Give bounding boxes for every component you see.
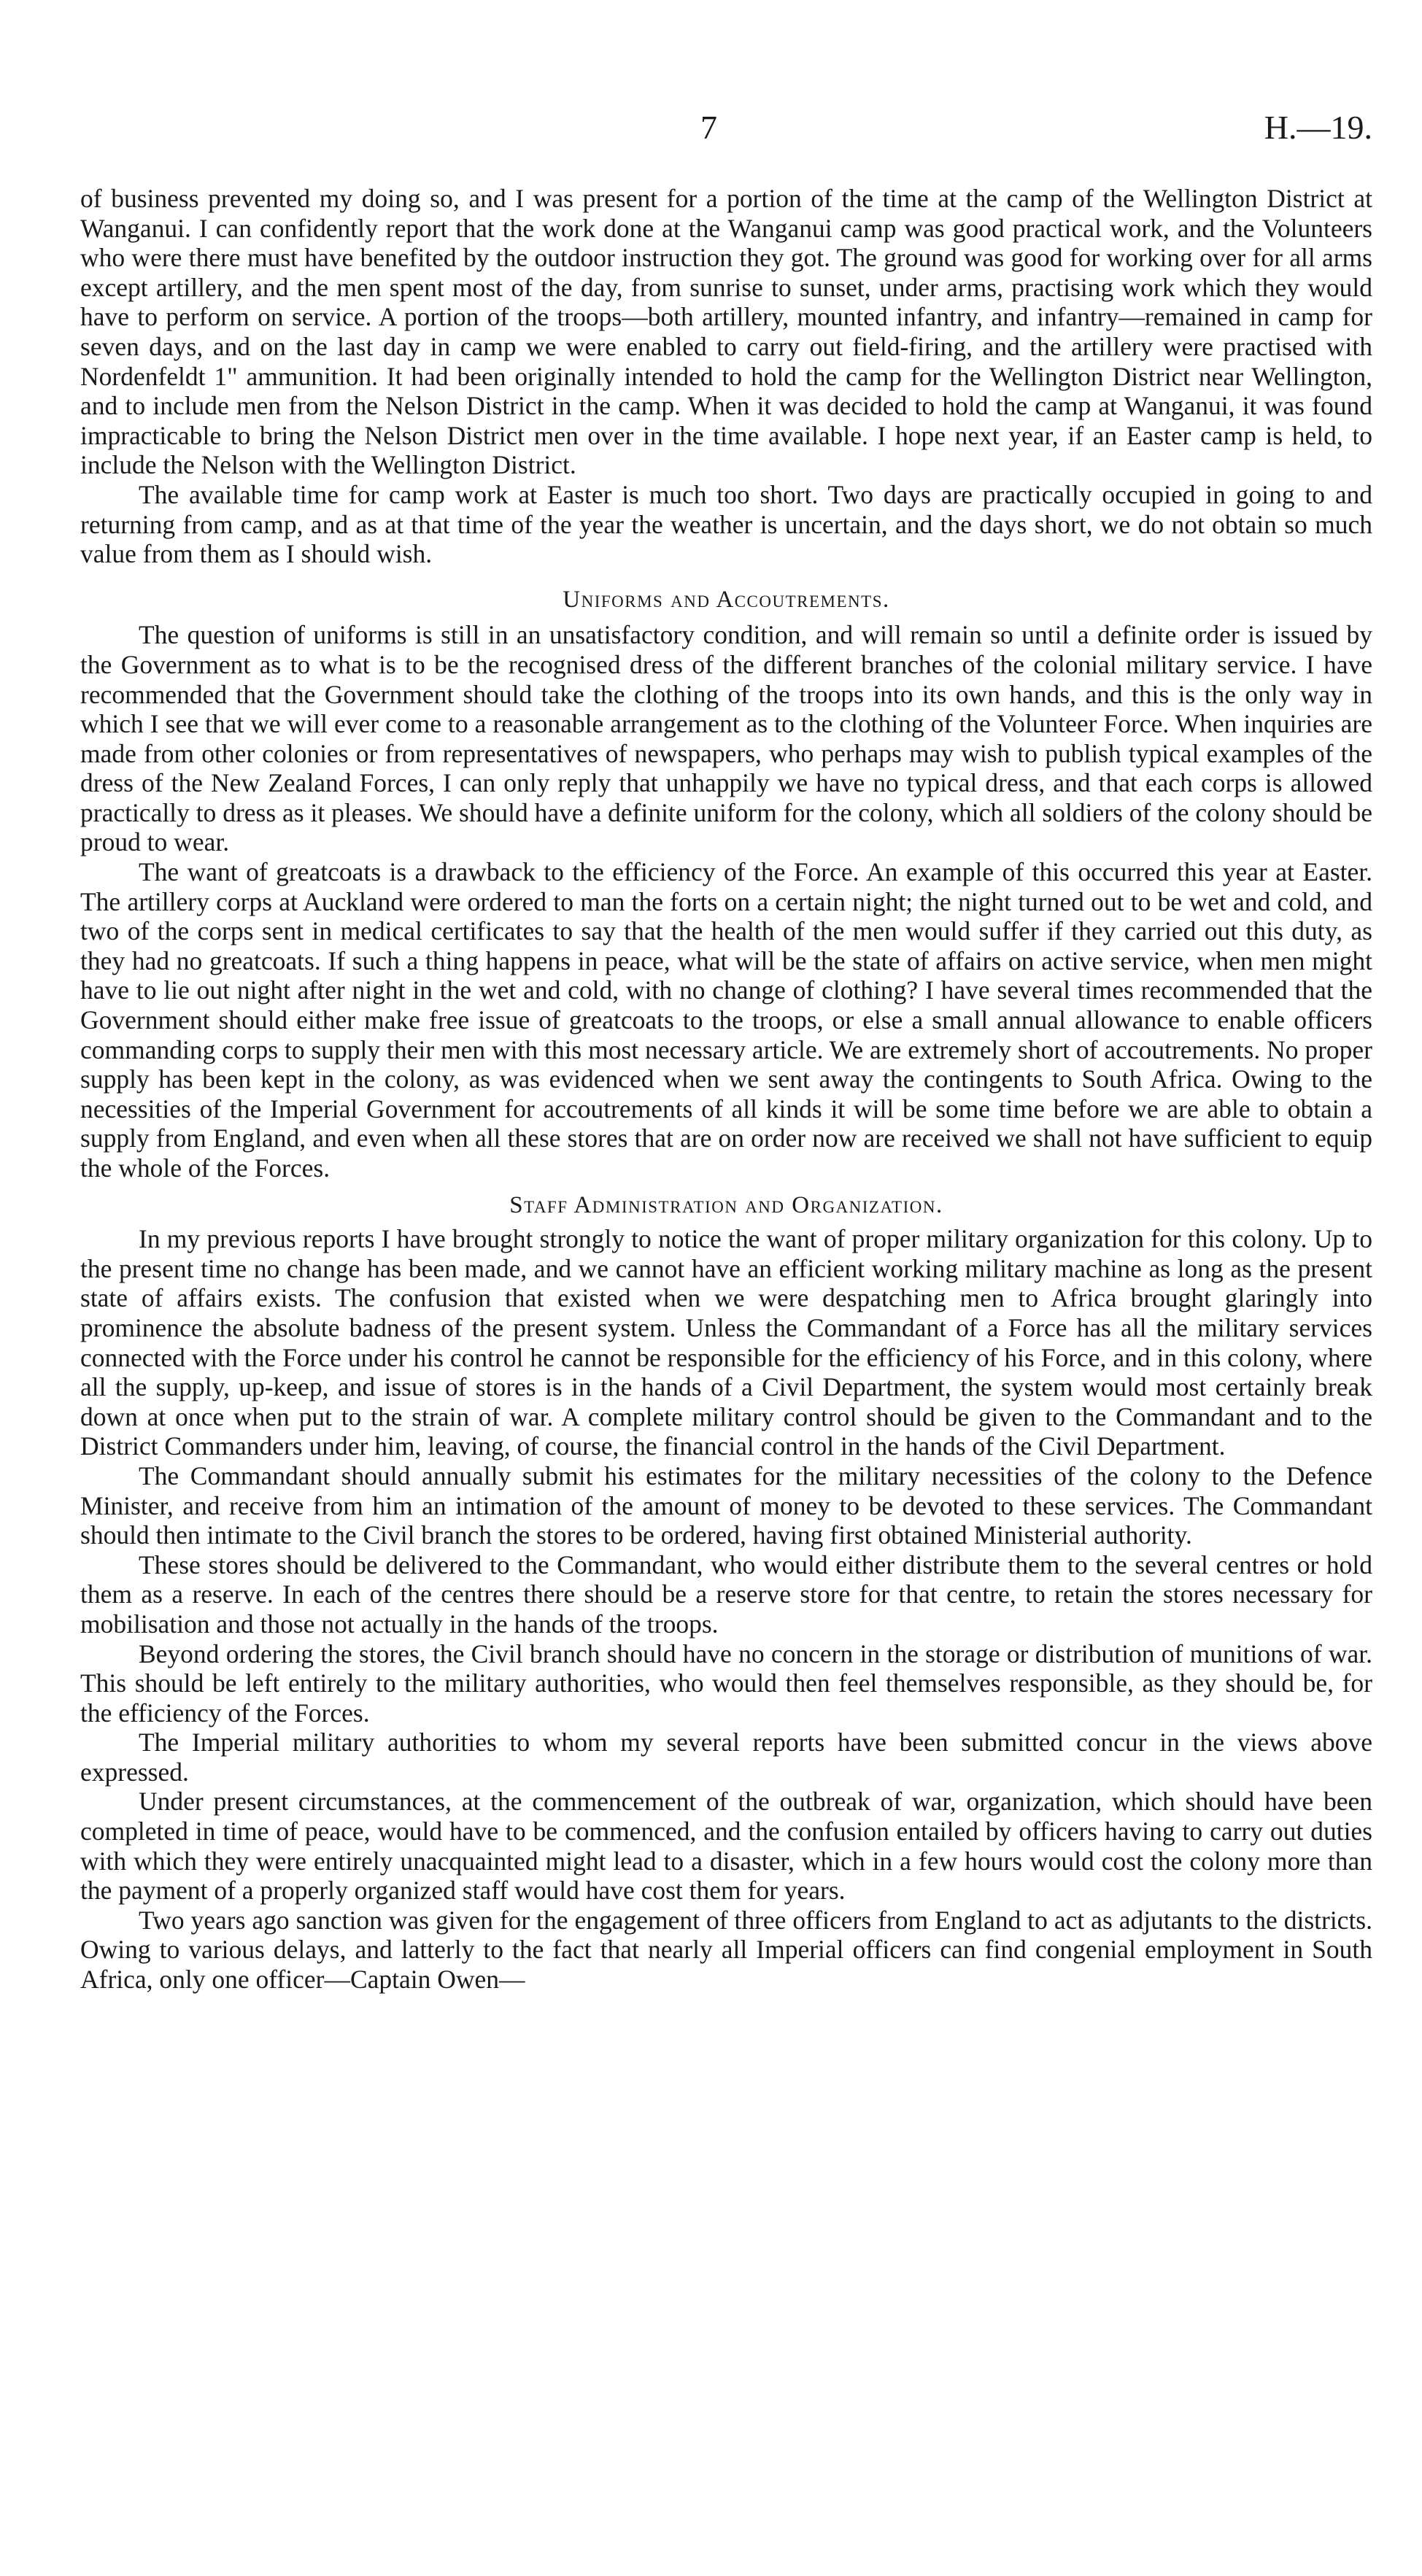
page-header: [0, 108, 1422, 152]
paragraph: of business prevented my doing so, and I was present for a portion of the time at the camp of the Wellington District at Wanganui. I can confidently report that the work done at the Wanganui camp was good practical work, and the Volunteers who were there must have benefited by the outdoor instruction they got. The ground was good for working over for all arms except artillery, and the men spent most of the day, from sunrise to sunset, under arms, practising work which they would have to perform on service. A portion of the troops—both artillery, mounted infantry, and infantry—remained in camp for seven days, and on the last day in camp we were enabled to carry out field-firing, and the artillery were practised with Nordenfeldt 1" ammunition. It had been originally intended to hold the camp for the Wellington District near Wellington, and to include men from the Nelson District in the camp. When it was decided to hold the camp at Wanganui, it was found impracticable to bring the Nelson District men over in the time available. I hope next year, if an Easter camp is held, to include the Nelson with the Wellington District.: [80, 184, 1372, 480]
section-heading-staff-administration: Staff Administration and Organization.: [509, 1191, 943, 1218]
paragraph: The question of uniforms is still in an unsatisfactory condition, and will remain so until a definite order is issued by the Government as to what is to be the recognised dress of the different branches of the colonial military service. I have recommended that the Government should take the clothing of the troops into its own hands, and this is the only way in which I see that we will ever come to a reasonable arrangement as to the clothing of the Volunteer Force. When inquiries are made from other colonies or from representatives of newspapers, who perhaps may wish to publish typical examples of the dress of the New Zealand Forces, I can only reply that unhappily we have no typical dress, and that each corps is allowed practically to dress as it pleases. We should have a definite uniform for the colony, which all soldiers of the colony should be proud to wear.: [80, 620, 1372, 857]
paragraph: Beyond ordering the stores, the Civil branch should have no concern in the storage or distribution of munitions of war. This should be left entirely to the military authorities, who would then feel themselves responsible, as they should be, for the efficiency of the Forces.: [80, 1639, 1372, 1728]
paragraph: These stores should be delivered to the Commandant, who would either distribute them to the several centres or hold them as a reserve. In each of the centres there should be a reserve store for that centre, to retain the stores necessary for mobilisation and those not actually in the hands of the troops.: [80, 1550, 1372, 1639]
page-number: 7: [700, 109, 717, 146]
paragraph: Under present circumstances, at the commencement of the outbreak of war, organization, which should have been completed in time of peace, would have to be commenced, and the confusion entailed by officers having to carry out duties with which they were entirely unacquainted might lead to a disaster, which in a few hours would cost the colony more than the payment of a properly organized staff would have cost them for years.: [80, 1787, 1372, 1906]
paragraph: Two years ago sanction was given for the engagement of three officers from England to act as adjutants to the districts. Owing to various delays, and latterly to the fact that nearly all Imperial officers can find congenial employment in South Africa, only one officer—Captain Owen—: [80, 1905, 1372, 1995]
paragraph: The Imperial military authorities to whom my several reports have been submitted concur in the views above expressed.: [80, 1728, 1372, 1787]
paragraph: The available time for camp work at Easter is much too short. Two days are practically occupied in going to and returning from camp, and as at that time of the year the weather is uncertain, and the days short, we do not obtain so much value from them as I should wish.: [80, 479, 1372, 569]
paragraph: The want of greatcoats is a drawback to the efficiency of the Force. An example of this occurred this year at Easter. The artillery corps at Auckland were ordered to man the forts on a certain night; the night turned out to be wet and cold, and two of the corps sent in medical certificates to say that the health of the men would suffer if they carried out this duty, as they had no greatcoats. If such a thing happens in peace, what will be the state of affairs on active service, when men might have to lie out night after night in the wet and cold, with no change of clothing? I have several times recommended that the Government should either make free issue of greatcoats to the troops, or else a small annual allowance to enable officers commanding corps to supply their men with this most necessary article. We are extremely short of accoutrements. No proper supply has been kept in the colony, as was evidenced when we sent away the contingents to South Africa. Owing to the necessities of the Imperial Government for accoutrements of all kinds it will be some time before we are able to obtain a supply from England, and even when all these stores that are on order now are received we shall not have sufficient to equip the whole of the Forces.: [80, 857, 1372, 1183]
paragraph: The Commandant should annually submit his estimates for the military necessities of the colony to the Defence Minister, and receive from him an intimation of the amount of money to be devoted to these services. The Commandant should then intimate to the Civil branch the stores to be ordered, having first obtained Ministerial authority.: [80, 1461, 1372, 1550]
section-heading-uniforms: Uniforms and Accoutrements.: [563, 586, 890, 613]
body-text: [80, 184, 1372, 1995]
document-reference: H.—19.: [1264, 109, 1372, 146]
paragraph: In my previous reports I have brought strongly to notice the want of proper military organization for this colony. Up to the present time no change has been made, and we cannot have an efficient working military machine as long as the present state of affairs exists. The confusion that existed when we were despatching men to Africa brought glaringly into prominence the absolute badness of the present system. Unless the Commandant of a Force has all the military services connected with the Force under his control he cannot be responsible for the efficiency of his Force, and in this colony, where all the supply, up-keep, and issue of stores is in the hands of a Civil Department, the system would most certainly break down at once when put to the strain of war. A complete military control should be given to the Commandant and to the District Commanders under him, leaving, of course, the financial control in the hands of the Civil Department.: [80, 1224, 1372, 1461]
